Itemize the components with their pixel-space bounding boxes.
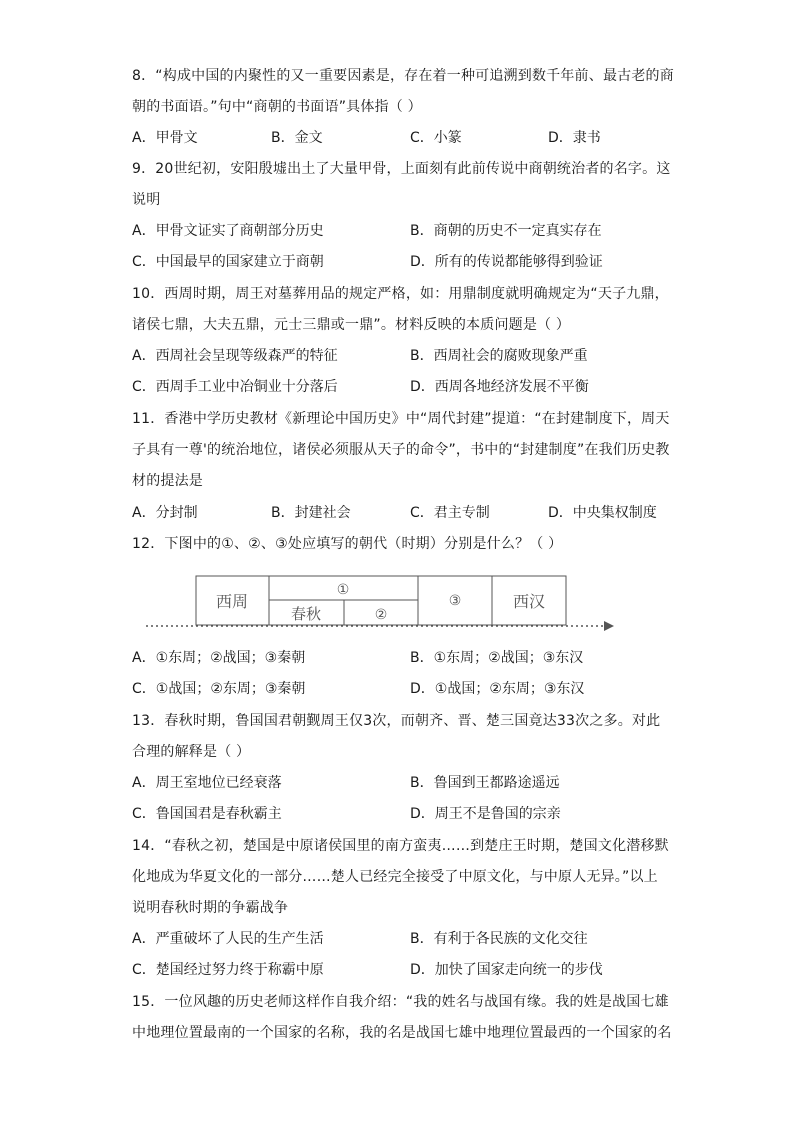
q14-option-d: D．加快了国家走向统一的步伐 — [410, 962, 603, 978]
cell-blank-3: ③ — [448, 593, 462, 609]
cell-chunqiu: 春秋 — [290, 605, 322, 623]
q12-option-b: B．①东周；②战国；③东汉 — [410, 650, 584, 666]
q8-stem-line2: 朝的书面语。”句中“商朝的书面语”具体指（ ） — [132, 99, 422, 115]
q14-option-a: A．严重破坏了人民的生产生活 — [132, 931, 324, 947]
q8-option-c: C．小篆 — [410, 130, 462, 146]
q11-stem-line3: 材的提法是 — [132, 473, 203, 489]
q13-option-b: B．鲁国到王都路途遥远 — [410, 775, 560, 791]
cell-blank-1: ① — [336, 582, 350, 598]
q10-option-b: B．西周社会的腐败现象严重 — [410, 348, 588, 364]
timeline-frame — [196, 576, 566, 625]
q11-stem-line2: 子具有一尊'的统治地位，诸侯必须服从天子的命令”，书中的“封建制度”在我们历史教 — [132, 442, 670, 458]
timeline-arrow-icon — [604, 621, 614, 631]
q13-option-d: D．周王不是鲁国的宗亲 — [410, 806, 561, 822]
q10-option-a: A．西周社会呈现等级森严的特征 — [132, 348, 338, 364]
q10-stem-line2: 诸侯七鼎，大夫五鼎，元士三鼎或一鼎”。材料反映的本质问题是（ ） — [132, 317, 571, 333]
q14-option-b: B．有利于各民族的文化交往 — [410, 931, 588, 947]
q11-option-c: C．君主专制 — [410, 505, 490, 521]
cell-xizhou: 西周 — [215, 592, 249, 611]
q11-option-b: B．封建社会 — [271, 505, 351, 521]
q8-option-d: D．隶书 — [548, 130, 601, 146]
q8-option-b: B．金文 — [271, 130, 323, 146]
q8-option-a: A．甲骨文 — [132, 130, 198, 146]
cell-xihan: 西汉 — [512, 592, 546, 611]
q13-stem-line1: 13．春秋时期，鲁国国君朝觐周王仅3次，而朝齐、晋、楚三国竟达33次之多。对此 — [132, 713, 661, 729]
cell-blank-2: ② — [374, 607, 388, 623]
q14-stem-line1: 14．“春秋之初，楚国是中原诸侯国里的南方蛮夷……到楚庄王时期，楚国文化潜移默 — [132, 838, 669, 854]
q15-stem-line1: 15．一位风趣的历史老师这样作自我介绍：“我的姓名与战国有缘。我的姓是战国七雄 — [132, 994, 669, 1010]
q14-stem-line2: 化地成为华夏文化的一部分……楚人已经完全接受了中原文化，与中原人无异。”以上 — [132, 869, 658, 885]
q11-stem-line1: 11．香港中学历史教材《新理论中国历史》中“周代封建”提道：“在封建制度下，周天 — [132, 411, 670, 427]
q12-option-d: D．①战国；②东周；③东汉 — [410, 681, 585, 697]
q14-option-c: C．楚国经过努力终于称霸中原 — [132, 962, 324, 978]
q15-stem-line2: 中地理位置最南的一个国家的名称，我的名是战国七雄中地理位置最西的一个国家的名 — [132, 1025, 672, 1041]
q9-option-a: A．甲骨文证实了商朝部分历史 — [132, 223, 324, 239]
q9-option-c: C．中国最早的国家建立于商朝 — [132, 254, 324, 270]
q12-stem-line1: 12．下图中的①、②、③处应填写的朝代（时期）分别是什么？（ ） — [132, 536, 563, 552]
q10-option-d: D．西周各地经济发展不平衡 — [410, 379, 589, 395]
q13-stem-line2: 合理的解释是（ ） — [132, 744, 251, 760]
q13-option-a: A．周王室地位已经衰落 — [132, 775, 282, 791]
q9-stem-line2: 说明 — [132, 192, 161, 208]
q11-option-a: A．分封制 — [132, 505, 198, 521]
q12-option-c: C．①战国；②东周；③秦朝 — [132, 681, 306, 697]
q9-stem-line1: 9．20世纪初，安阳殷墟出土了大量甲骨，上面刻有此前传说中商朝统治者的名字。这 — [132, 161, 671, 177]
q9-option-b: B．商朝的历史不一定真实存在 — [410, 223, 602, 239]
q14-stem-line3: 说明春秋时期的争霸战争 — [132, 900, 289, 916]
q13-option-c: C．鲁国国君是春秋霸主 — [132, 806, 282, 822]
q10-option-c: C．西周手工业中冶铜业十分落后 — [132, 379, 338, 395]
q11-option-d: D．中央集权制度 — [548, 505, 657, 521]
q8-stem-line1: 8．“构成中国的内聚性的又一重要因素是，存在着一种可追溯到数千年前、最古老的商 — [132, 68, 674, 84]
q10-stem-line1: 10．西周时期，周王对墓葬用品的规定严格，如：用鼎制度就明确规定为“天子九鼎， — [132, 286, 669, 302]
q12-option-a: A．①东周；②战国；③秦朝 — [132, 650, 306, 666]
q9-option-d: D．所有的传说都能够得到验证 — [410, 254, 603, 270]
